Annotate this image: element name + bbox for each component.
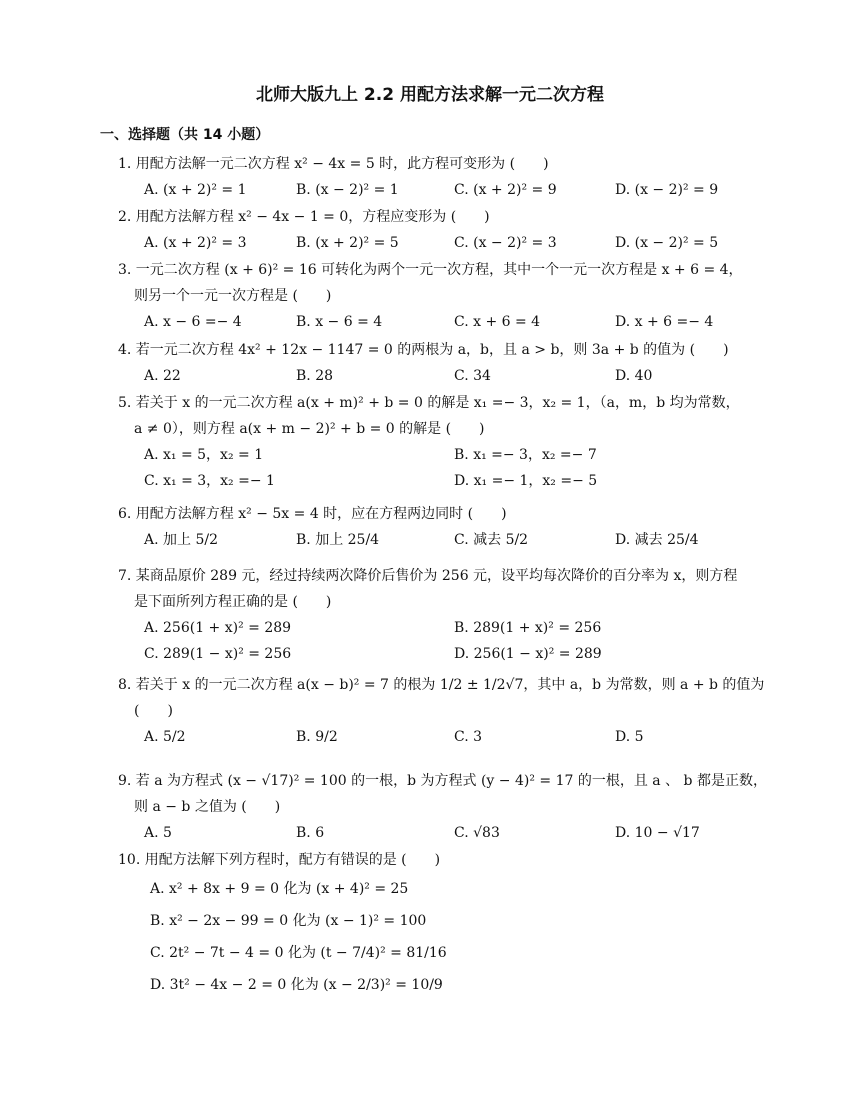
question-stem: 7. 某商品原价 289 元，经过持续两次降价后售价为 256 元，设平均每次降价的百分率为 x，则方程	[118, 568, 738, 584]
option-b: B. 6	[296, 825, 325, 841]
option-a: A. (x + 2)² = 1	[144, 182, 247, 198]
option-d: D. 40	[615, 368, 653, 384]
question-10	[118, 847, 768, 1001]
option-a: A. 5/2	[144, 729, 186, 745]
question-2	[118, 204, 768, 256]
question-5	[118, 390, 768, 494]
option-a: A. x₁ = 5，x₂ = 1	[144, 447, 264, 463]
option-a: A. 256(1 + x)² = 289	[144, 620, 292, 636]
question-stem: 6. 用配方法解方程 x² − 5x = 4 时，应在方程两边同时 ( )	[118, 506, 507, 522]
question-stem: 3. 一元二次方程 (x + 6)² = 16 可转化为两个一元一次方程，其中一个一元一次方程是 x + 6 = 4，	[118, 262, 743, 278]
options-row	[118, 615, 768, 641]
option-d: D. 256(1 − x)² = 289	[454, 646, 602, 662]
page-title: 北师大版九上 2.2 用配方法求解一元二次方程	[256, 85, 604, 105]
question-stem-continued: 则另一个一元一次方程是 ( )	[134, 288, 332, 304]
question-stem: 2. 用配方法解方程 x² − 4x − 1 = 0，方程应变形为 ( )	[118, 209, 490, 225]
options-row	[118, 820, 768, 846]
options-row	[118, 442, 768, 468]
options-row	[118, 641, 768, 667]
options-row	[118, 527, 768, 553]
option-a: A. (x + 2)² = 3	[144, 235, 247, 251]
options-row	[118, 468, 768, 494]
option-c: C. x₁ = 3，x₂ =− 1	[144, 473, 275, 489]
question-6	[118, 501, 768, 553]
option-c: C. (x + 2)² = 9	[454, 182, 557, 198]
question-stem-continued: a ≠ 0），则方程 a(x + m − 2)² + b = 0 的解是 ( )	[134, 421, 485, 437]
options-row	[118, 724, 768, 750]
question-7	[118, 563, 768, 667]
question-stem-continued: 是下面所列方程正确的是 ( )	[134, 594, 332, 610]
option-c: C. x + 6 = 4	[454, 314, 541, 330]
option-d: D. x + 6 =− 4	[615, 314, 714, 330]
option-d: D. 10 − √17	[615, 825, 700, 841]
options-row	[118, 230, 768, 256]
option-d: D. (x − 2)² = 9	[615, 182, 719, 198]
options-row	[118, 363, 768, 389]
option-b: B. 加上 25/4	[296, 532, 380, 548]
options-row	[118, 309, 768, 335]
option-a: A. 22	[144, 368, 181, 384]
question-stem: 1. 用配方法解一元二次方程 x² − 4x = 5 时，此方程可变形为 ( )	[118, 156, 549, 172]
option-d: D. 减去 25/4	[615, 532, 699, 548]
question-8	[118, 672, 768, 750]
option-d: D. x₁ =− 1，x₂ =− 5	[454, 473, 598, 489]
option-b: B. x − 6 = 4	[296, 314, 383, 330]
question-stem: 4. 若一元二次方程 4x² + 12x − 1147 = 0 的两根为 a，b，且 a > b，则 3a + b 的值为 ( )	[118, 342, 729, 358]
option-d: D. (x − 2)² = 5	[615, 235, 719, 251]
option-b: B. (x − 2)² = 1	[296, 182, 399, 198]
options-row	[118, 177, 768, 203]
option-c: C. √83	[454, 825, 500, 841]
option-b: B. (x + 2)² = 5	[296, 235, 399, 251]
option-c: C. 减去 5/2	[454, 532, 529, 548]
option-c: C. 3	[454, 729, 483, 745]
option-a: A. x² + 8x + 9 = 0 化为 (x + 4)² = 25	[150, 881, 409, 897]
option-c: C. (x − 2)² = 3	[454, 235, 557, 251]
option-c: C. 289(1 − x)² = 256	[144, 646, 292, 662]
question-1	[118, 151, 768, 203]
question-stem: 8. 若关于 x 的一元二次方程 a(x − b)² = 7 的根为 1/2 ± 1/2√7，其中 a，b 为常数，则 a + b 的值为	[118, 677, 765, 693]
question-3	[118, 257, 768, 335]
option-a: A. x − 6 =− 4	[144, 314, 242, 330]
option-c: C. 34	[454, 368, 491, 384]
option-a: A. 加上 5/2	[144, 532, 218, 548]
option-b: B. 289(1 + x)² = 256	[454, 620, 602, 636]
question-stem-continued: ( )	[134, 703, 173, 719]
option-b: B. x² − 2x − 99 = 0 化为 (x − 1)² = 100	[150, 913, 427, 929]
question-stem-continued: 则 a − b 之值为 ( )	[134, 799, 281, 815]
option-b: B. 9/2	[296, 729, 338, 745]
option-d: D. 5	[615, 729, 644, 745]
option-d: D. 3t² − 4x − 2 = 0 化为 (x − 2/3)² = 10/9	[150, 977, 443, 993]
question-stem: 5. 若关于 x 的一元二次方程 a(x + m)² + b = 0 的解是 x₁ =− 3，x₂ = 1，（a，m，b 均为常数，	[118, 395, 740, 411]
option-b: B. 28	[296, 368, 334, 384]
section-heading: 一、选择题（共 14 小题）	[100, 127, 270, 143]
option-b: B. x₁ =− 3，x₂ =− 7	[454, 447, 597, 463]
question-stem: 9. 若 a 为方程式 (x − √17)² = 100 的一根，b 为方程式 (y − 4)² = 17 的一根，且 a 、 b 都是正数，	[118, 773, 767, 789]
option-c: C. 2t² − 7t − 4 = 0 化为 (t − 7/4)² = 81/16	[150, 945, 447, 961]
question-9	[118, 768, 768, 846]
option-a: A. 5	[144, 825, 172, 841]
question-4	[118, 337, 768, 389]
question-stem: 10. 用配方法解下列方程时，配方有错误的是 ( )	[118, 852, 441, 868]
